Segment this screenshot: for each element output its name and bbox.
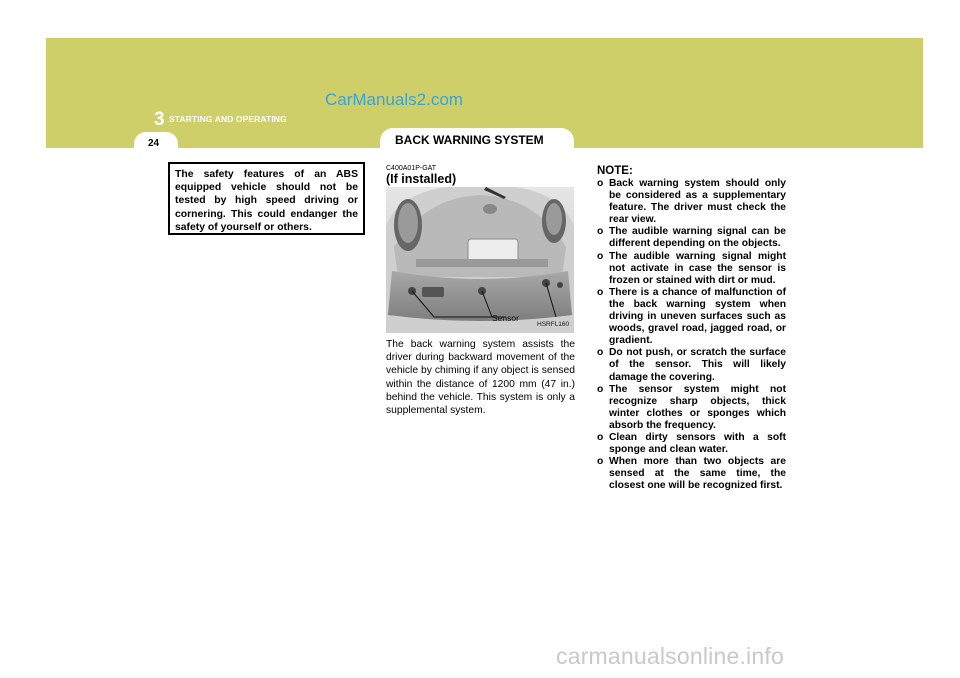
note-item-text: Clean dirty sensors with a soft sponge and clean water. [609, 431, 786, 456]
bullet-marker: o [597, 226, 604, 238]
bullet-marker: o [597, 250, 604, 262]
bullet-marker: o [597, 383, 604, 395]
note-item [597, 178, 786, 226]
note-item-text: The audible warning signal might not activate in case the sensor is frozen or stained with dirt or mud. [609, 250, 786, 286]
note-item [597, 456, 786, 492]
note-item-text: Do not push, or scratch the surface of the sensor. This will likely damage the covering. [609, 347, 786, 383]
page-number: 24 [148, 138, 160, 149]
section-code: C400A01P-GAT [386, 165, 437, 172]
warning-box: The safety features of an ABS equipped vehicle should not be tested by high speed driving or cornering. This could endanger the safety of yourself or others. [168, 162, 365, 235]
note-item-text: There is a chance of malfunction of the back warning system when driving in uneven surfaces such as woods, gravel road, jagged road, or gradient. [609, 286, 786, 347]
note-item-text: When more than two objects are sensed at the same time, the closest one will be recognized first. [609, 456, 786, 492]
bullet-marker: o [597, 286, 604, 298]
note-item [597, 384, 786, 432]
rear-vehicle-illustration [386, 187, 574, 333]
sensor-label: Sensor [492, 313, 519, 323]
image-code: HSRFL160 [537, 321, 570, 328]
note-item [597, 226, 786, 250]
section-title: BACK WARNING SYSTEM [395, 133, 544, 147]
chapter-number: 3 [154, 109, 165, 130]
note-item-text: Back warning system should only be considered as a supplementary feature. The driver must check the rear view. [609, 178, 786, 226]
bullet-marker: o [597, 456, 604, 468]
chapter-title: STARTING AND OPERATING [169, 114, 287, 124]
bullet-marker: o [597, 431, 604, 443]
section-subtitle: (If installed) [386, 172, 457, 186]
note-item-text: The sensor system might not recognize sharp objects, thick winter clothes or sponges which absorb the frequency. [609, 383, 786, 431]
note-list [597, 178, 786, 492]
note-item-text: The audible warning signal can be different depending on the objects. [609, 226, 786, 250]
note-item [597, 251, 786, 287]
watermark-top[interactable]: CarManuals2.com [325, 90, 463, 109]
bullet-marker: o [597, 178, 604, 189]
watermark-bottom[interactable]: carmanualsonline.info [556, 643, 784, 669]
note-item [597, 287, 786, 347]
section-body: The back warning system assists the driver during backward movement of the vehicle by chiming if any object is sensed within the distance of 1200 mm (47 in.) behind the vehicle. This system is only a supplemental system. [386, 339, 575, 417]
note-heading: NOTE: [597, 165, 633, 177]
note-item [597, 432, 786, 456]
rear-vehicle-image [386, 187, 574, 333]
note-item [597, 347, 786, 383]
bullet-marker: o [597, 347, 604, 359]
